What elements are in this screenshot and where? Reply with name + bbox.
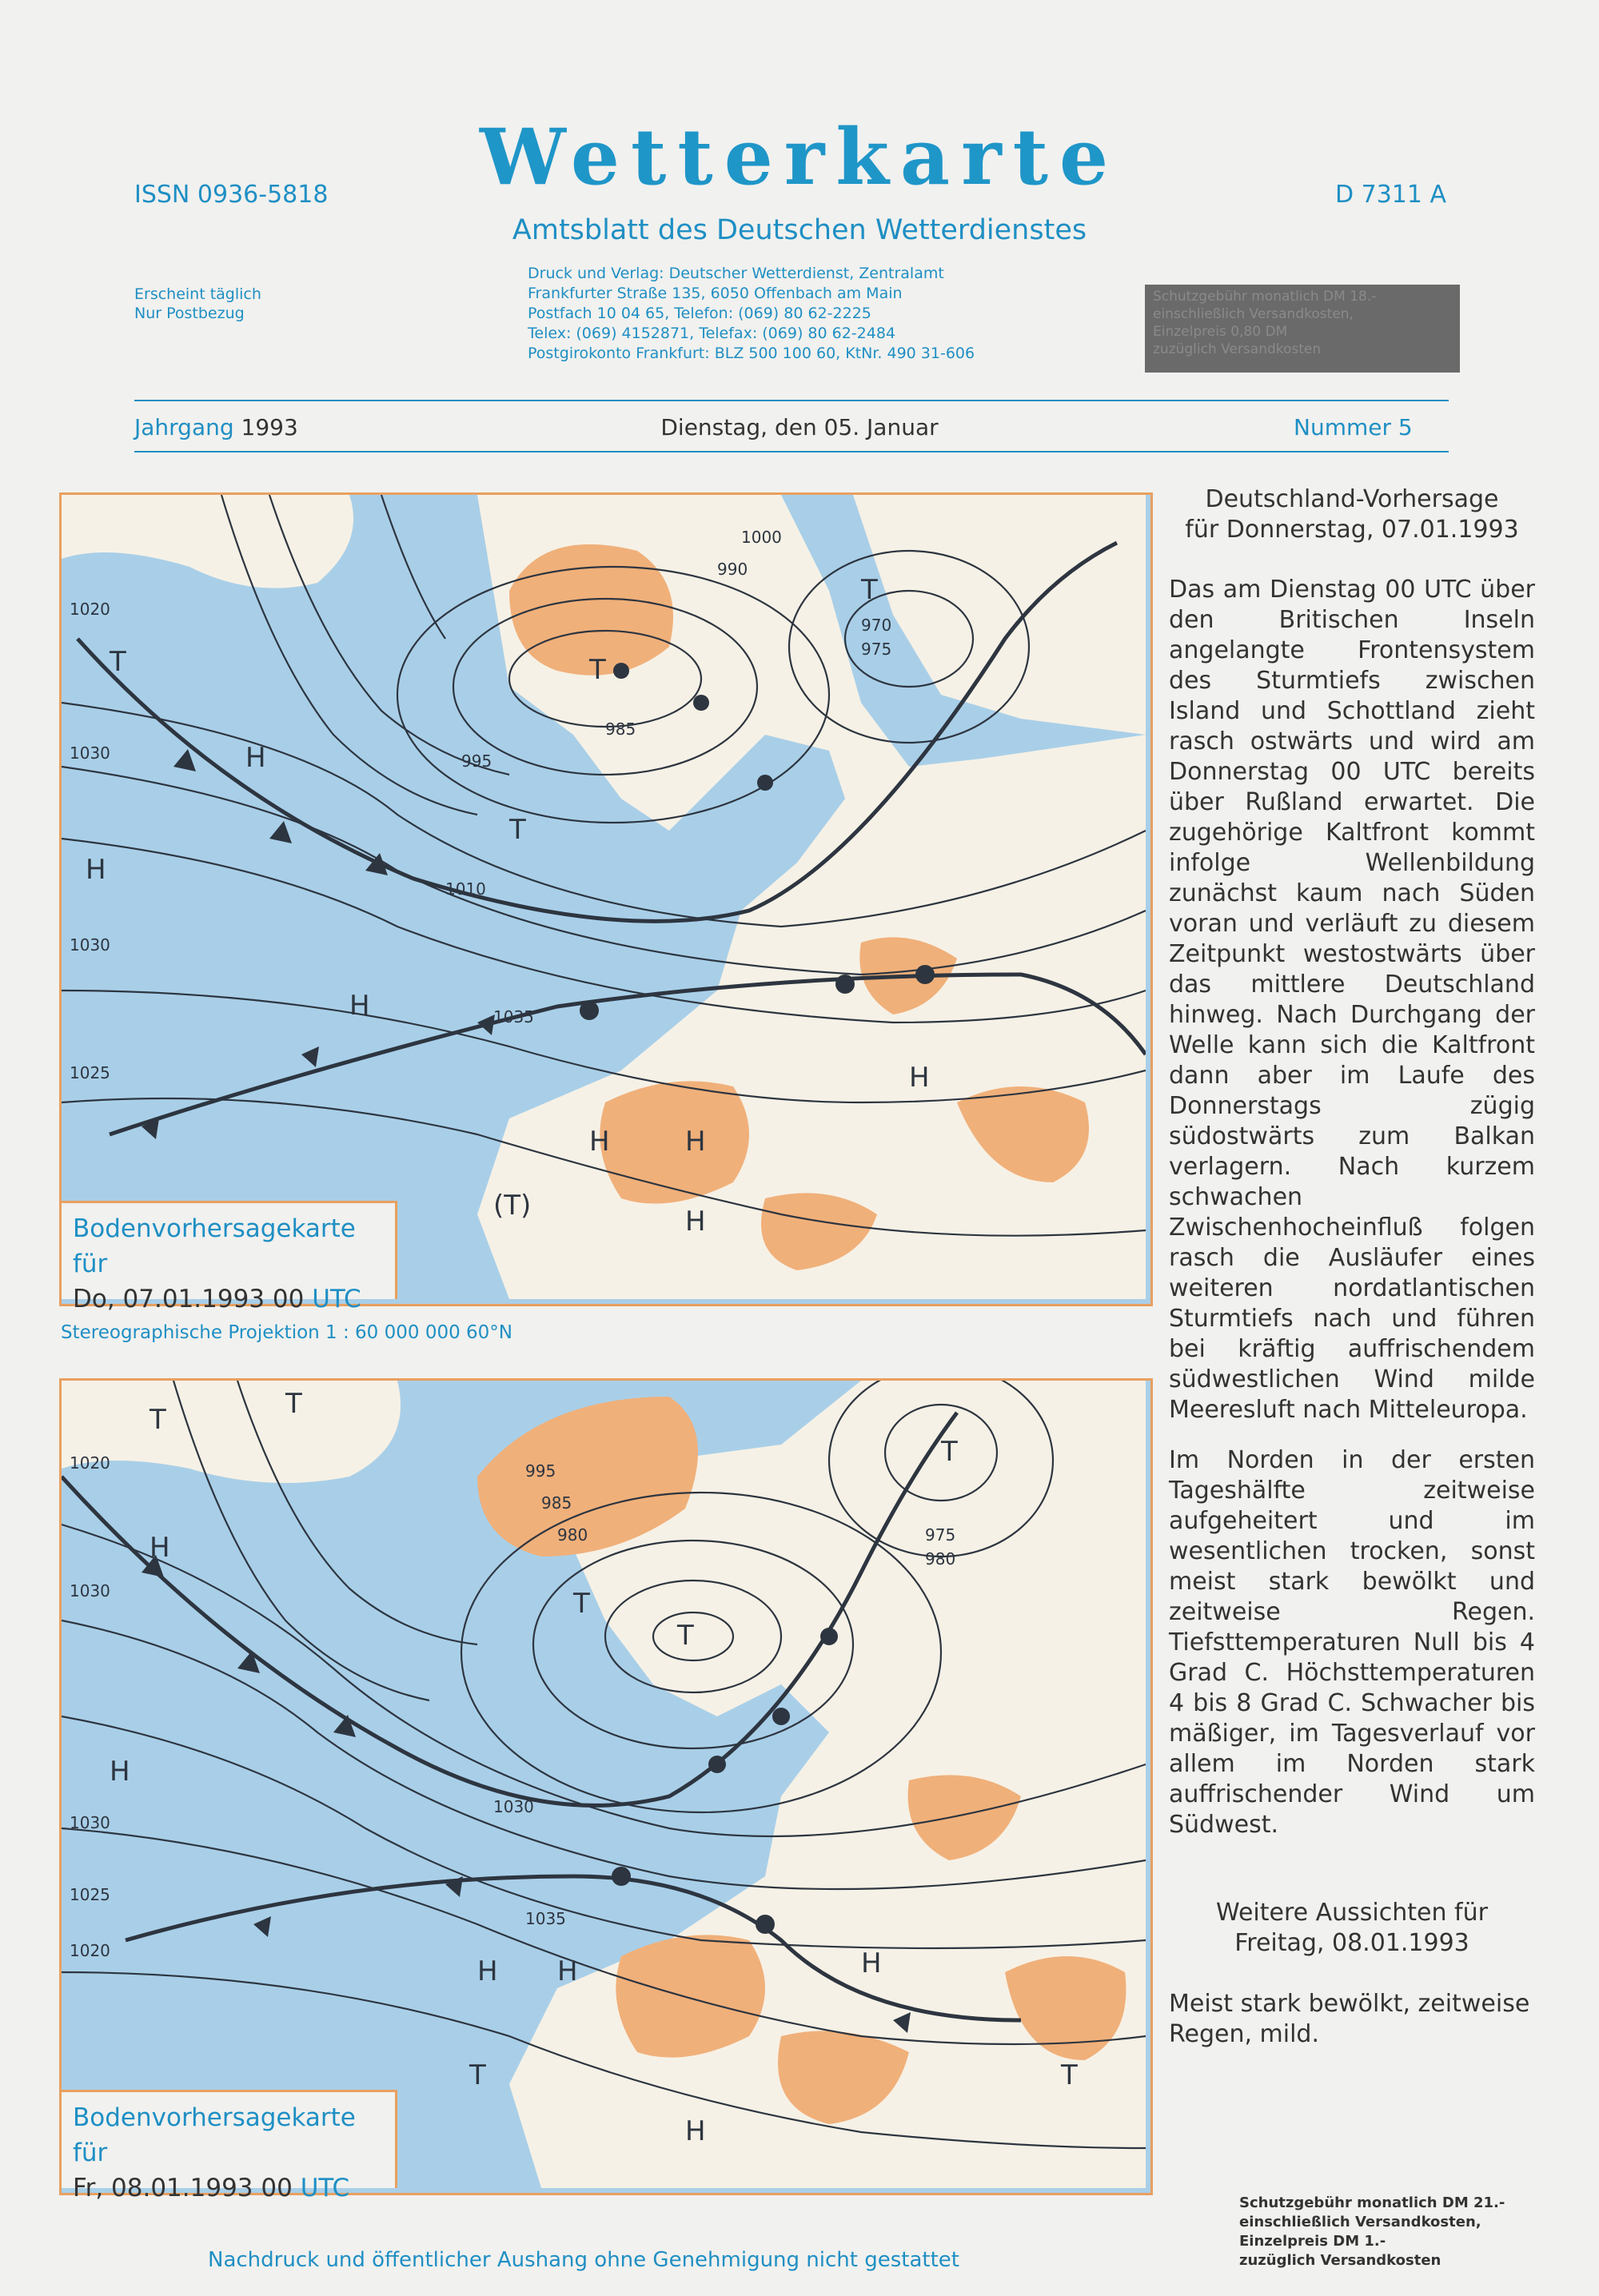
svg-text:970: 970 (861, 616, 892, 635)
svg-text:H: H (110, 1756, 130, 1788)
forecast-paragraph-2: Im Norden in der ersten Tageshälfte zeitweise aufgeheitert und im wesentlichen trocken, sonst meist stark bewölkt und zeitweise Regen. Tiefsttemperaturen Null bis 4 Grad C. Höchsttemperaturen 4 bis 8 Grad C. Schwacher bis mäßiger, im Tagesverlauf vor allem im Norden stark auffrischender Wind um Südwest. (1169, 1446, 1535, 1839)
forecast-paragraph-1: Das am Dienstag 00 UTC über den Britischen Inseln angelangte Frontensystem des Sturmtiefs zwischen Island und Schottland zieht rasch ostwärts und wird am Donnerstag 00 UTC bereits über Rußland erwartet. Die zugehörige Kaltfront kommt infolge Wellenbildung zunächst kaum nach Süden voran und verläuft zu diesem Zeitpunkt westostwärts über das mittlere Deutschland hinweg. Nach Durchgang der Welle kann sich die Kaltfront dann aber im Laufe des Donnerstags zügig südostwärts zum Balkan verlagern. Nach kurzem schwachen Zwischenhocheinfluß folgen rasch die Ausläufer eines weiteren nordatlantischen Sturmtiefs nach und führen bei kräftig auffrischendem südwestlichen Wind milde Meeresluft nach Mitteleuropa. (1169, 576, 1535, 1424)
jahrgang-label: Jahrgang (134, 414, 234, 440)
forecast-heading-line1: Deutschland-Vorhersage (1205, 485, 1499, 513)
issue-number: Nummer 5 (1294, 414, 1413, 440)
svg-text:1025: 1025 (70, 1063, 110, 1082)
svg-text:(T): (T) (493, 1190, 532, 1222)
svg-text:H: H (557, 1955, 578, 1987)
svg-text:T: T (1061, 2059, 1078, 2091)
svg-text:1030: 1030 (70, 1581, 110, 1600)
page-subtitle: Amtsblatt des Deutschen Wetterdienstes (512, 214, 1087, 246)
svg-text:975: 975 (925, 1525, 956, 1545)
publisher-info (528, 264, 975, 364)
svg-text:975: 975 (861, 640, 892, 659)
forecast-heading (1169, 484, 1535, 545)
d-number: D 7311 A (1335, 181, 1447, 209)
svg-text:1035: 1035 (525, 1909, 566, 1928)
price-line: zuzüglich Versandkosten (1239, 2252, 1441, 2269)
svg-text:H: H (685, 1126, 706, 1158)
svg-text:T: T (469, 2059, 486, 2091)
svg-text:1030: 1030 (493, 1797, 534, 1816)
publisher-line: Druck und Verlag: Deutscher Wetterdienst, Zentralamt (528, 265, 944, 282)
svg-text:T: T (941, 1436, 958, 1468)
fee-box (1145, 285, 1460, 373)
footer-price-note (1239, 2194, 1505, 2270)
price-line: einschließlich Versandkosten, (1239, 2214, 1481, 2230)
svg-text:H: H (477, 1955, 498, 1987)
fee-line: Schutzgebühr monatlich DM 18.- (1153, 289, 1377, 305)
svg-text:1030: 1030 (70, 1813, 110, 1832)
price-line: Einzelpreis DM 1.- (1239, 2233, 1386, 2250)
jahrgang-value: 1993 (241, 414, 298, 440)
frequency-note (134, 285, 261, 323)
map-2-caption (62, 2090, 397, 2202)
svg-text:H: H (685, 2115, 706, 2147)
svg-text:985: 985 (605, 719, 636, 739)
svg-text:990: 990 (717, 560, 748, 579)
svg-text:H: H (589, 1126, 610, 1158)
header-rule-bottom (134, 451, 1449, 452)
svg-text:T: T (509, 814, 526, 846)
svg-text:H: H (150, 1532, 170, 1564)
page-title: Wetterkarte (479, 112, 1120, 202)
map-1-caption-date-line (73, 1282, 384, 1317)
map-1-caption-title: Bodenvorhersagekarte für (73, 1214, 356, 1278)
fee-line: Einzelpreis 0,80 DM (1153, 324, 1288, 340)
svg-text:H: H (685, 1206, 706, 1238)
map-1-caption-date: Do, 07.01.1993 00 (73, 1285, 305, 1313)
price-line: Schutzgebühr monatlich DM 21.- (1239, 2194, 1505, 2211)
outlook-text: Meist stark bewölkt, zeitweise Regen, mild. (1169, 1990, 1530, 2048)
svg-text:1020: 1020 (70, 600, 110, 619)
weather-map-2-graphic (62, 1381, 1146, 2188)
svg-text:T: T (589, 654, 606, 686)
svg-text:980: 980 (557, 1525, 588, 1545)
svg-text:980: 980 (925, 1549, 956, 1569)
map-2-caption-date-line (73, 2170, 384, 2206)
svg-text:995: 995 (461, 751, 492, 771)
fee-line: einschließlich Versandkosten, (1153, 306, 1354, 322)
map-2-caption-utc: UTC (300, 2174, 350, 2202)
forecast-map-friday (59, 1378, 1153, 2195)
svg-text:H: H (349, 990, 370, 1022)
svg-text:H: H (861, 1947, 882, 1979)
svg-text:T: T (861, 574, 878, 606)
svg-text:H: H (245, 742, 266, 774)
weather-map-1-graphic (62, 495, 1146, 1299)
outlook-heading-line1: Weitere Aussichten für (1216, 1899, 1488, 1927)
svg-text:1030: 1030 (70, 935, 110, 955)
outlook-heading-line2: Freitag, 08.01.1993 (1234, 1929, 1469, 1957)
publisher-line: Postgirokonto Frankfurt: BLZ 500 100 60, KtNr. 490 31-606 (528, 345, 975, 362)
issue-date: Dienstag, den 05. Januar (660, 414, 939, 440)
svg-text:1010: 1010 (445, 879, 486, 899)
svg-text:995: 995 (525, 1461, 556, 1481)
issn-number: ISSN 0936-5818 (134, 181, 329, 209)
map-1-caption (62, 1201, 397, 1313)
svg-text:T: T (285, 1388, 302, 1420)
map-2-caption-date: Fr, 08.01.1993 00 (73, 2174, 293, 2202)
forecast-map-thursday (59, 492, 1153, 1306)
frequency-line: Nur Postbezug (134, 305, 245, 322)
svg-text:1020: 1020 (70, 1941, 110, 1960)
header-rule-top (134, 400, 1449, 401)
svg-text:H: H (909, 1062, 930, 1094)
map-2-caption-title: Bodenvorhersagekarte für (73, 2103, 356, 2167)
publisher-line: Telex: (069) 4152871, Telefax: (069) 80 62-2484 (528, 325, 895, 342)
svg-text:985: 985 (541, 1493, 572, 1513)
svg-text:T: T (150, 1404, 166, 1436)
map-1-caption-utc: UTC (312, 1285, 361, 1313)
forecast-heading-line2: für Donnerstag, 07.01.1993 (1185, 516, 1519, 544)
svg-text:1020: 1020 (70, 1453, 110, 1473)
svg-text:1000: 1000 (741, 528, 782, 547)
frequency-line: Erscheint täglich (134, 285, 261, 303)
outlook-heading (1169, 1898, 1535, 1959)
svg-text:T: T (110, 646, 126, 678)
publisher-line: Postfach 10 04 65, Telefon: (069) 80 62-2225 (528, 305, 871, 322)
svg-text:T: T (573, 1588, 590, 1620)
projection-note: Stereographische Projektion 1 : 60 000 000 60°N (61, 1322, 513, 1343)
svg-text:1035: 1035 (493, 1007, 534, 1026)
reprint-note: Nachdruck und öffentlicher Aushang ohne Genehmigung nicht gestattet (208, 2248, 959, 2272)
svg-text:1025: 1025 (70, 1885, 110, 1904)
fee-line: zuzüglich Versandkosten (1153, 341, 1322, 357)
publisher-line: Frankfurter Straße 135, 6050 Offenbach am Main (528, 285, 903, 302)
svg-text:T: T (677, 1620, 694, 1652)
svg-text:1030: 1030 (70, 743, 110, 763)
svg-text:H: H (86, 854, 106, 886)
